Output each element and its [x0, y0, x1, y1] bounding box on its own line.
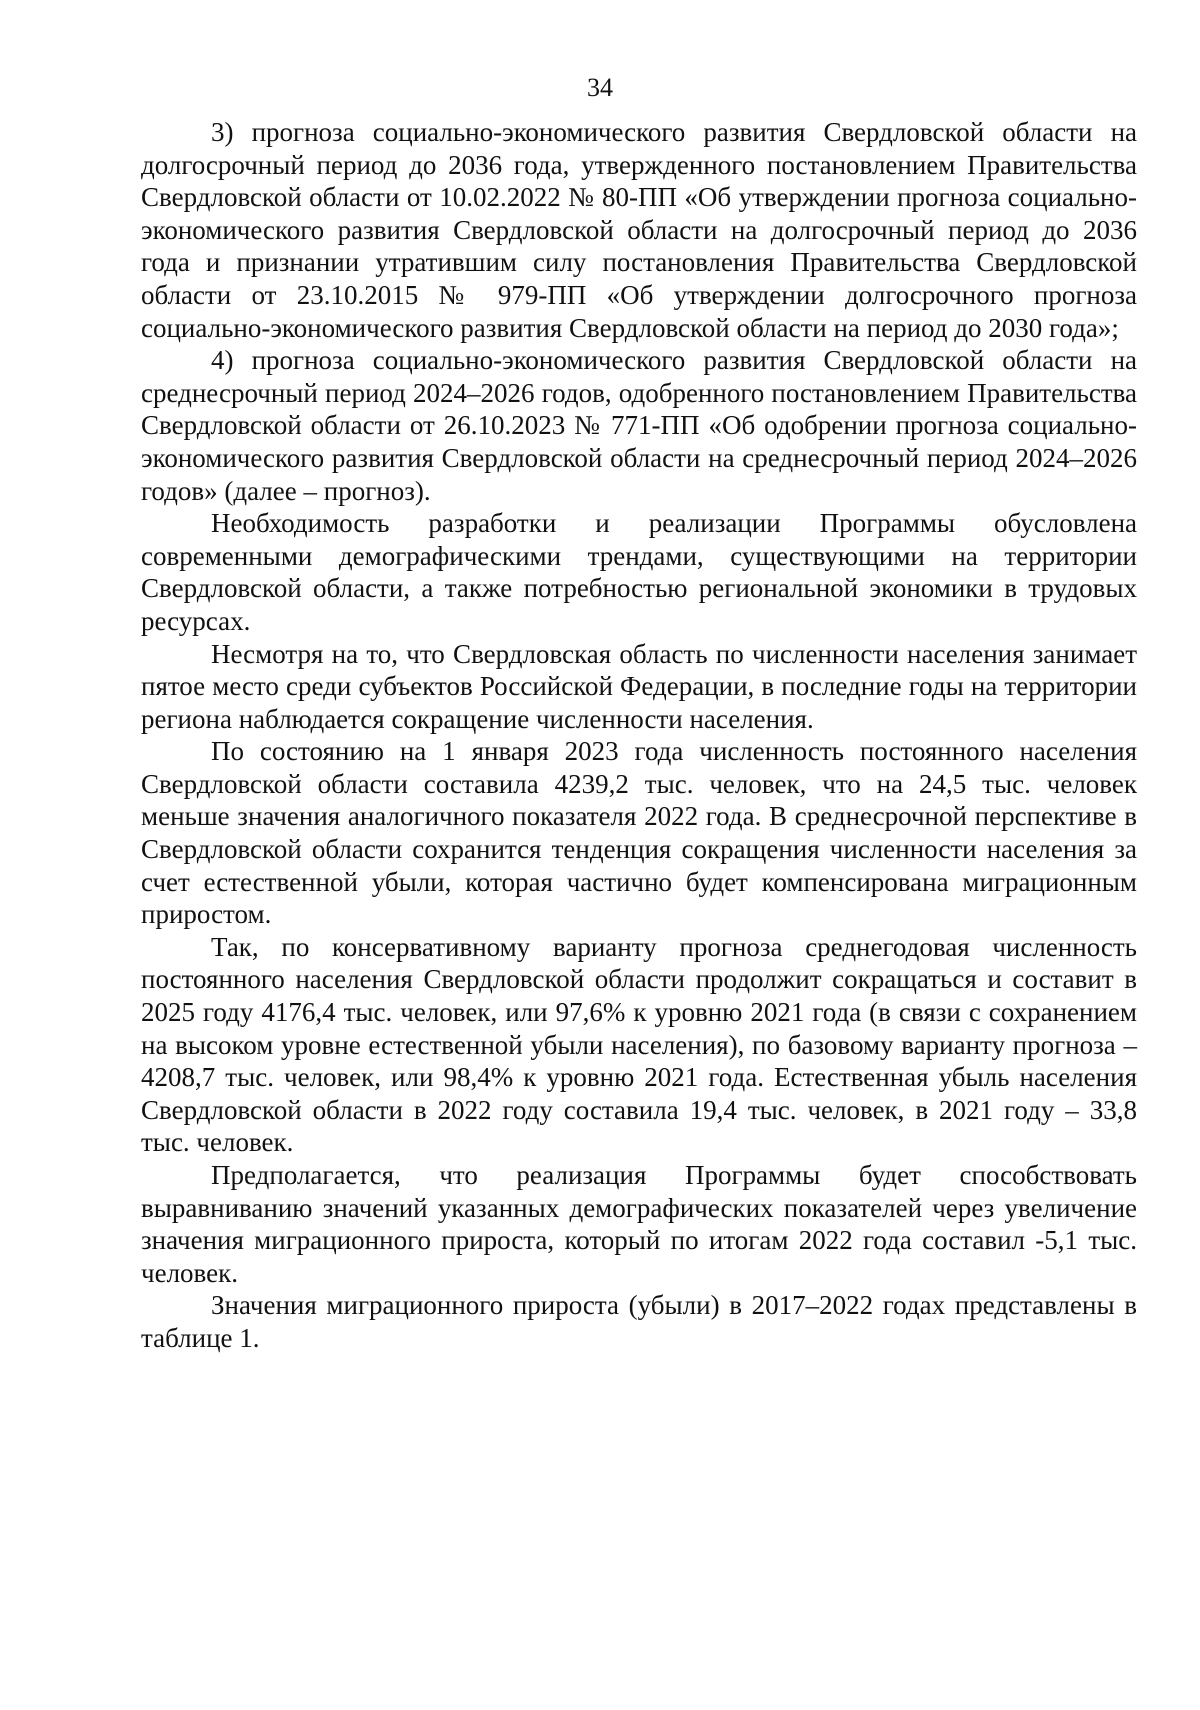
- document-body: [141, 116, 1137, 1355]
- paragraph-conservative-forecast: Так, по консервативному варианту прогноза среднегодовая численность постоянного населения Свердловской области продолжит сокращаться и составит в 2025 году 4176,4 тыс. человек, или 97,6% к уровню 2021 года (в связи с сохранением на высоком уровне естественной убыли населения), по базовому варианту прогноза – 4208,7 тыс. человек, или 98,4% к уровню 2021 года. Естественная убыль населения Свердловской области в 2022 году составила 19,4 тыс. человек, в 2021 году – 33,8 тыс. человек.: [141, 931, 1137, 1158]
- paragraph-forecast-long-term: 3) прогноза социально-экономического развития Свердловской области на долгосрочный период до 2036 года, утвержденного постановлением Правительства Свердловской области от 10.02.2022 № 80-ПП «Об утверждении прогноза социально-экономического развития Свердловской области на долгосрочный период до 2036 года и признании утратившим силу постановления Правительства Свердловской области от 23.10.2015 № 979-ПП «Об утверждении долгосрочного прогноза социально-экономического развития Свердловской области на период до 2030 года»;: [141, 117, 1137, 343]
- paragraph-table-reference: Значения миграционного прироста (убыли) в 2017–2022 годах представлены в таблице 1.: [141, 1290, 1137, 1353]
- paragraph-population-2023: По состоянию на 1 января 2023 года численность постоянного населения Свердловской области составила 4239,2 тыс. человек, что на 24,5 тыс. человек меньше значения аналогичного показателя 2022 года. В среднесрочной перспективе в Свердловской области сохранится тенденция сокращения численности населения за счет естественной убыли, которая частично будет компенсирована миграционным приростом.: [141, 736, 1137, 930]
- paragraph-population-rank: Несмотря на то, что Свердловская область по численности населения занимает пятое место среди субъектов Российской Федерации, в последние годы на территории региона наблюдается сокращение численности населения.: [141, 638, 1137, 734]
- paragraph-forecast-medium-term: 4) прогноза социально-экономического развития Свердловской области на среднесрочный период 2024–2026 годов, одобренного постановлением Правительства Свердловской области от 26.10.2023 № 771-ПП «Об одобрении прогноза социально-экономического развития Свердловской области на среднесрочный период 2024–2026 годов» (далее – прогноз).: [141, 345, 1137, 506]
- paragraph-program-expectation: Предполагается, что реализация Программы будет способствовать выравниванию значений указанных демографических показателей через увеличение значения миграционного прироста, который по итогам 2022 года составил -5,1 тыс. человек.: [141, 1160, 1137, 1288]
- page-number: 34: [587, 73, 613, 102]
- paragraph-program-necessity: Необходимость разработки и реализации Программы обусловлена современными демографическими трендами, существующими на территории Свердловской области, а также потребностью региональной экономики в трудовых ресурсах.: [141, 508, 1137, 636]
